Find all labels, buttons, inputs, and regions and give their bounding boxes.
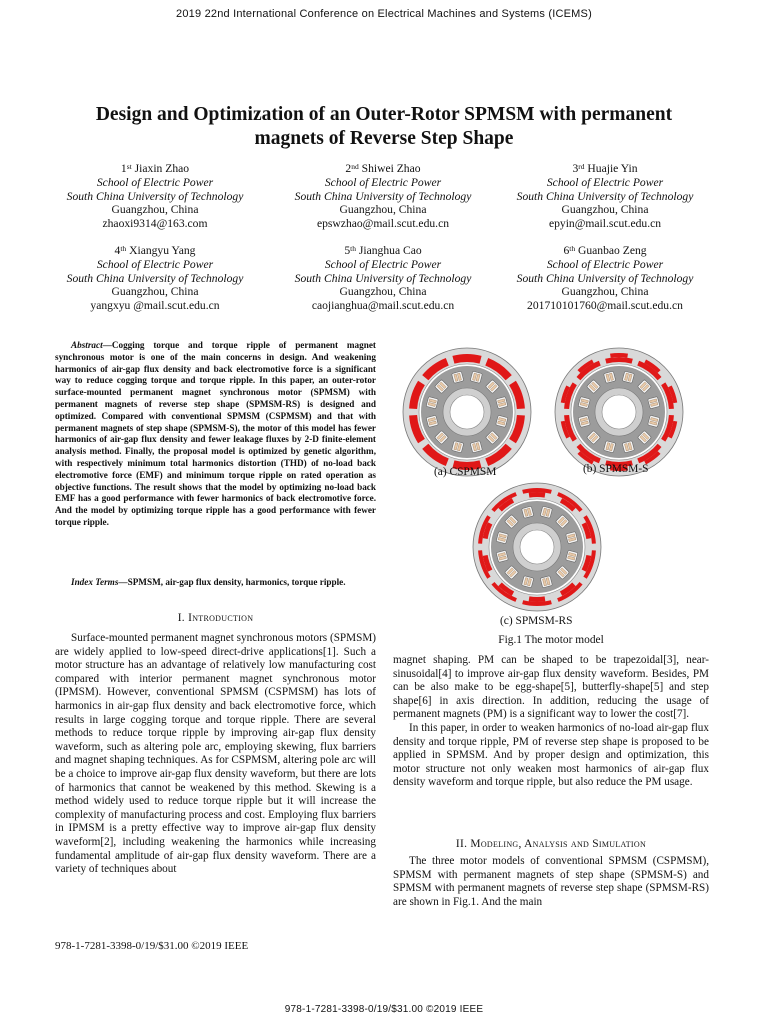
stator-slot [648, 397, 660, 409]
stator-slot [452, 441, 464, 453]
permanent-magnet-step [529, 492, 546, 498]
copyright-line: 978-1-7281-3398-0/19/$31.00 ©2019 IEEE [55, 940, 249, 952]
author-email: epswzhao@mail.scut.edu.cn [316, 217, 450, 231]
author-block: 6th Guanbao Zeng School of Electric Power South China University of Technology Guangzhou, China 201710101760@mail.scut.edu.cn [490, 244, 720, 313]
shaft-bore [520, 530, 554, 564]
conference-header: 2019 22nd International Conference on Electrical Machines and Systems (ICEMS) [176, 8, 592, 20]
stator-slot [496, 397, 508, 409]
stator-slot [496, 532, 508, 544]
figure-caption: Fig.1 The motor model [498, 634, 604, 646]
stator-slot [604, 441, 616, 453]
stator-slot [566, 550, 578, 562]
author-block: 1st Jiaxin Zhao School of Electric Power South China University of Technology Guangzhou, China zhaoxi9314@163.com [40, 162, 270, 231]
motor-diagram-spmsm-rs [470, 480, 604, 614]
abstract [55, 340, 376, 529]
paragraph: The three motor models of conventional SPMSM (CSPMSM), SPMSM with permanent magnets of step shape (SPMSM-S) and SPMSM with permanent magnets of reverse step shape (SPMSM-RS) are shown in Fig.1. And the main [393, 855, 709, 908]
intro-paragraph [55, 632, 376, 877]
stator-slot [426, 415, 438, 427]
stator-slot [496, 415, 508, 427]
stator-slot [522, 506, 534, 518]
index-terms-text: —SPMSM, air-gap flux density, harmonics, torque ripple. [118, 577, 346, 587]
stator-slot [648, 415, 660, 427]
motor-diagram-cspmsm [400, 345, 534, 479]
paragraph: Surface-mounted permanent magnet synchronous motors (SPMSM) are widely applied to low-speed direct-drive applications[1]. Such a motor structure has an advantage of relatively low manufacturing cost compared with interior permanent magnet synchronous motor (IPMSM). However, conventional SPMSM (CSPMSM) has lots of harmonics in air-gap flux density and back electromotive force, which results in large cogging torque and torque ripple. There are several methods to reduce torque ripple by improving air-gap flux density waveform, such as altering pole arc, employing skewing, flux barriers and magnet shaping techniques. As for CSPMSM, altering pole arc will be a choice to improve air-gap flux density waveform, but there are lots of harmonics that cannot be weakened by this method. Skewing is a method widely used to reduce torque ripple but it will increase the complexity of manufacturing process and cost. Employing flux barriers in IPMSM is a pretty effective way to improve air-gap flux density waveform[2], including weakening the harmonics while increasing fundamental amplitude of air-gap flux density waveform. There are a variety of techniques about [55, 632, 376, 876]
figure-label-b: (b) SPMSM-S [583, 463, 649, 475]
stator-slot [452, 371, 464, 383]
index-terms-label: Index Terms [71, 577, 119, 587]
stator-slot [470, 371, 482, 383]
stator-slot [578, 415, 590, 427]
stator-slot [496, 550, 508, 562]
paragraph: In this paper, in order to weaken harmonics of no-load air-gap flux density and torque ripple, PM of reverse step shape is proposed to be applied in SPMSM. And by proper design and optimization, this motor structure not only weaken most harmonics of air-gap flux density waveform and torque ripple, but also reduce the PM usage. [393, 721, 709, 789]
figure-label-a: (a) CSPMSM [434, 466, 497, 478]
stator-slot [604, 371, 616, 383]
stator-slot [522, 576, 534, 588]
figure-label-c: (c) SPMSM-RS [500, 615, 573, 627]
motor-diagram-spmsm-s [552, 345, 686, 479]
stator-slot [622, 441, 634, 453]
stator-slot [578, 397, 590, 409]
paragraph: magnet shaping. PM can be shaped to be trapezoidal[3], near-sinusoidal[4] to improve air-gap flux density waveform. Besides, PM can be also make to be egg-shape[5], butterfly-shape[5] and step shape[6] in axis direction. In addition, reducing the usage of permanent magnets (PM) is a significant way to lower the cost[7]. [393, 654, 709, 721]
column-two-text [393, 654, 709, 790]
section-heading: II. Modeling, Analysis and Simulation [455, 838, 647, 850]
permanent-magnet-step [529, 596, 546, 602]
permanent-magnet-step [610, 353, 628, 358]
paper-title: Design and Optimization of an Outer-Rotor SPMSM with permanent magnets of Reverse Step Shape [95, 104, 673, 149]
section-heading: I. Introduction [177, 612, 254, 624]
abstract-label: Abstract [71, 340, 103, 350]
abstract-text: —Cogging torque and torque ripple of permanent magnet synchronous motor is one of the main concerns in design. And weakening harmonics of air-gap flux density and back electromotive force is a significant way to reduce cogging torque and torque ripple. In this paper, an outer-rotor surface-mounted permanent magnet synchronous motor (SPMSM) with permanent magnets of reverse step shape (SPMSM-RS) is designed and optimized. Compared with conventional SPMSM (CSPMSM) and that with permanent magnets of step shape (SPMSM-S), the motor of this model has fewer harmonics of air-gap flux density and fewer leakage fluxes by 2-D finite-element analysis method. Finally, the proposal model is optimized by genetic algorithm, with respectively minimum total harmonics distortion (THD) of no-load back electromotive force (EMF) and minimum torque ripple on rated operation as objective functions. The result shows that the model by optimizing no-load back EMF has a good performance with fewer harmonics of back electromotive force. And the model by optimizing torque ripple has a good performance with fewer torque ripple. [55, 340, 376, 527]
shaft-bore [602, 395, 636, 429]
stator-slot [540, 576, 552, 588]
stator-slot [470, 441, 482, 453]
page-footer: 978-1-7281-3398-0/19/$31.00 ©2019 IEEE [284, 1004, 484, 1015]
shaft-bore [450, 395, 484, 429]
stator-slot [566, 532, 578, 544]
author-email: 201710101760@mail.scut.edu.cn [527, 299, 683, 313]
modeling-paragraph [393, 855, 709, 909]
index-terms [55, 577, 376, 589]
author-block: 4th Xiangyu Yang School of Electric Power South China University of Technology Guangzhou, China yangxyu @mail.scut.edu.cn [40, 244, 270, 313]
author-block: 2nd Shiwei Zhao School of Electric Power South China University of Technology Guangzhou, China epswzhao@mail.scut.edu.cn [268, 162, 498, 231]
author-email: caojianghua@mail.scut.edu.cn [311, 299, 455, 313]
stator-slot [622, 371, 634, 383]
author-email: epyin@mail.scut.edu.cn [548, 217, 662, 231]
stator-slot [426, 397, 438, 409]
author-email: zhaoxi9314@163.com [102, 217, 208, 231]
author-email: yangxyu @mail.scut.edu.cn [90, 299, 220, 313]
author-block: 5th Jianghua Cao School of Electric Power South China University of Technology Guangzhou, China caojianghua@mail.scut.edu.cn [268, 244, 498, 313]
stator-slot [540, 506, 552, 518]
author-block: 3rd Huajie Yin School of Electric Power South China University of Technology Guangzhou, China epyin@mail.scut.edu.cn [490, 162, 720, 231]
